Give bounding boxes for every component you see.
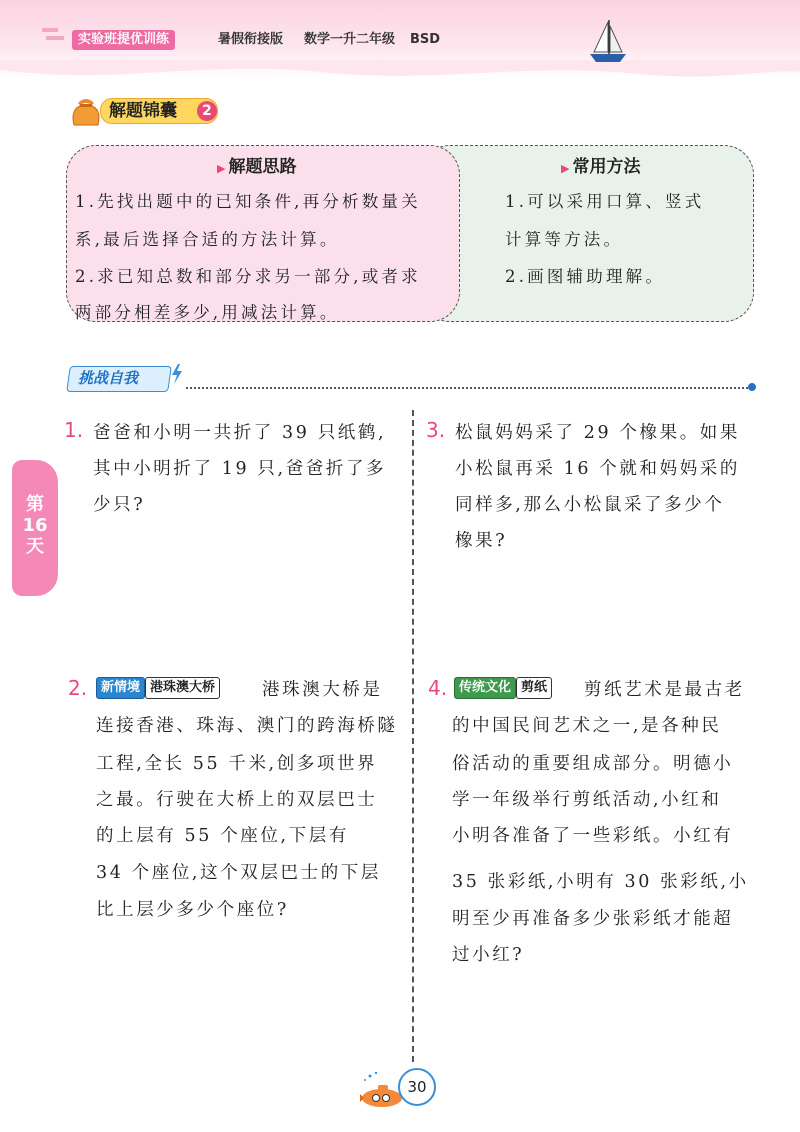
idea-line: 1.先找出题中的已知条件,再分析数量关 — [75, 192, 421, 211]
topic-tag: 港珠澳大桥 — [145, 677, 220, 699]
new-context-tag: 新情境 — [96, 677, 145, 699]
challenge-title-text: 挑战自我 — [78, 369, 139, 387]
problem-line: 之最。行驶在大桥上的双层巴士 — [96, 790, 378, 810]
problem-line: 少只? — [93, 495, 146, 515]
day-tab-number: 16 — [22, 515, 48, 536]
problem-line: 俗活动的重要组成部分。明德小 — [452, 754, 734, 774]
method-line: 2.画图辅助理解。 — [505, 267, 666, 286]
problem-line: 橡果? — [455, 531, 508, 551]
problem-line: 连接香港、珠海、澳门的跨海桥隧 — [96, 716, 398, 736]
problem-line: 其中小明折了 19 只,爸爸折了多 — [93, 459, 387, 479]
problem-line: 港珠澳大桥是 — [262, 680, 383, 700]
solving-ideas-heading-text: 解题思路 — [228, 157, 297, 177]
challenge-section-title — [68, 366, 180, 392]
idea-line: 系,最后选择合适的方法计算。 — [75, 230, 340, 249]
problem-tags — [96, 676, 220, 699]
money-bag-icon — [68, 93, 104, 127]
series-badge: 实验班提优训练 — [72, 30, 175, 50]
tips-title-text: 解题锦囊 — [109, 101, 177, 121]
idea-line: 两部分相差多少,用减法计算。 — [75, 303, 340, 322]
problem-number: 4. — [428, 676, 448, 700]
method-line: 1.可以采用口算、竖式 — [505, 192, 705, 211]
lightning-icon — [170, 364, 184, 384]
page-header — [0, 0, 800, 78]
problem-line: 小明各准备了一些彩纸。小红有 — [452, 826, 734, 846]
problem-line: 学一年级举行剪纸活动,小红和 — [452, 790, 722, 810]
problem-line: 过小红? — [452, 945, 525, 965]
challenge-rule-end-dot — [748, 383, 756, 391]
problem-line: 同样多,那么小松鼠采了多少个 — [455, 495, 725, 515]
subject-grade-label: 数学一升二年级 — [304, 32, 396, 47]
publisher-code: BSD — [410, 32, 441, 47]
column-divider — [412, 410, 414, 1062]
culture-tag: 传统文化 — [454, 677, 516, 699]
day-tab-prefix: 第 — [26, 494, 44, 515]
method-line: 计算等方法。 — [505, 230, 624, 249]
page-number: 30 — [398, 1068, 436, 1106]
sailboat-icon — [584, 18, 632, 66]
problem-line: 小松鼠再采 16 个就和妈妈采的 — [455, 459, 740, 479]
problem-line: 松鼠妈妈采了 29 个橡果。如果 — [455, 423, 740, 443]
problem-line: 工程,全长 55 千米,创多项世界 — [96, 754, 378, 774]
common-methods-heading-text: 常用方法 — [572, 157, 641, 177]
problem-number: 1. — [64, 418, 84, 442]
tips-label — [100, 98, 218, 124]
problem-line: 34 个座位,这个双层巴士的下层 — [96, 863, 381, 883]
tips-number-badge: 2 — [197, 101, 217, 121]
problem-line: 35 张彩纸,小明有 30 张彩纸,小 — [452, 872, 749, 892]
challenge-dotted-rule — [186, 387, 748, 389]
edition-label: 暑假衔接版 — [218, 32, 284, 47]
series-logo-icon — [40, 22, 66, 48]
day-tab-text — [12, 494, 58, 557]
triangle-bullet-icon: ▶ — [561, 162, 570, 175]
problem-line: 比上层少多少个座位? — [96, 900, 289, 920]
problem-line: 明至少再准备多少张彩纸才能超 — [452, 909, 734, 929]
problem-line: 的上层有 55 个座位,下层有 — [96, 826, 349, 846]
problem-number: 2. — [68, 676, 88, 700]
day-tab-suffix: 天 — [26, 536, 44, 557]
solving-ideas-box — [66, 145, 460, 322]
header-wave-decoration — [0, 60, 800, 90]
idea-line: 2.求已知总数和部分求另一部分,或者求 — [75, 267, 421, 286]
common-methods-heading — [561, 152, 640, 177]
problem-line: 剪纸艺术是最古老 — [584, 680, 745, 700]
problem-line: 的中国民间艺术之一,是各种民 — [452, 716, 722, 736]
problem-number: 3. — [426, 418, 446, 442]
common-methods-box — [420, 145, 754, 322]
solving-ideas-heading — [217, 152, 296, 177]
topic-tag: 剪纸 — [516, 677, 552, 699]
triangle-bullet-icon: ▶ — [217, 162, 226, 175]
problem-tags — [454, 676, 552, 699]
problem-line: 爸爸和小明一共折了 39 只纸鹤, — [93, 423, 387, 443]
